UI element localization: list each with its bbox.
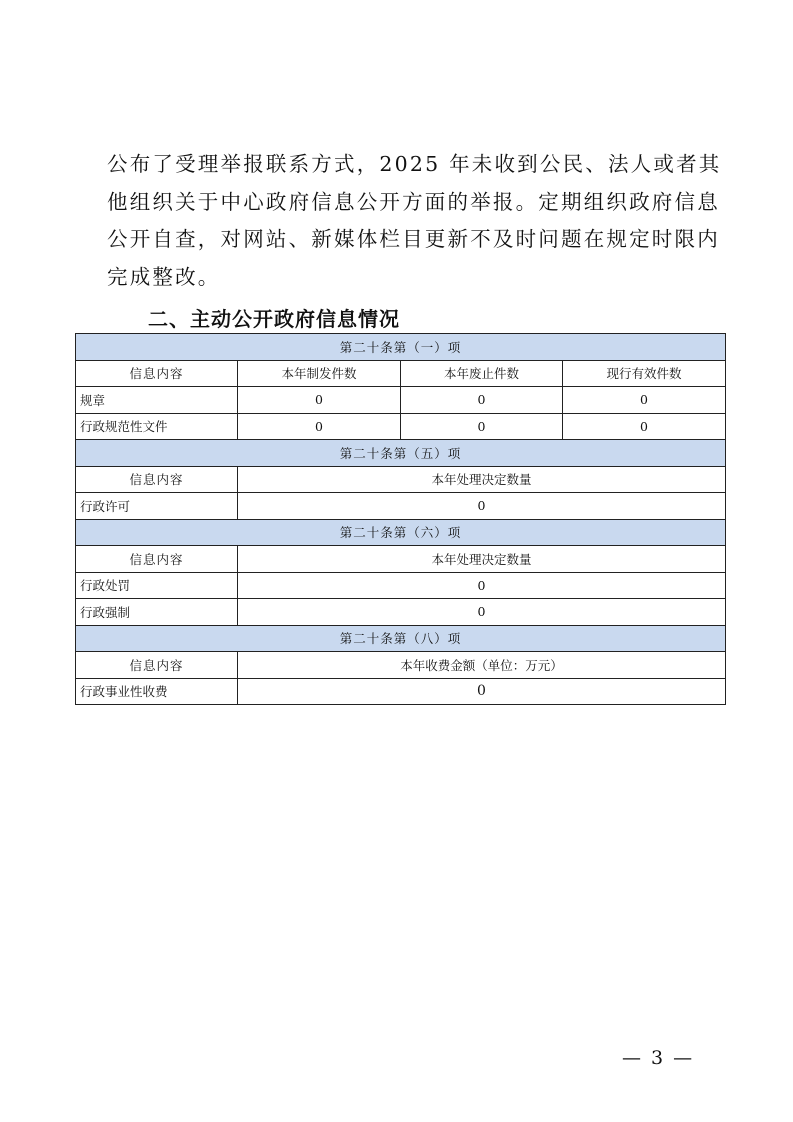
row-label: 行政强制: [76, 599, 238, 626]
section-title-article-20-1: 第二十条第（一）项: [76, 334, 726, 361]
table-row: [76, 572, 726, 599]
row-label: 行政处罚: [76, 572, 238, 599]
section-header-row: [76, 440, 726, 467]
table-row: [76, 493, 726, 520]
column-header: 本年处理决定数量: [238, 546, 726, 573]
body-paragraph: [107, 146, 722, 296]
column-header-row: [76, 652, 726, 679]
section-title-article-20-6: 第二十条第（六）项: [76, 519, 726, 546]
column-header: 现行有效件数: [563, 360, 726, 387]
table-row: [76, 678, 726, 705]
row-label: 规章: [76, 387, 238, 414]
column-header: 本年处理决定数量: [238, 466, 726, 493]
column-header: 本年收费金额（单位：万元）: [238, 652, 726, 679]
cell-value: 0: [238, 572, 726, 599]
paragraph-line: 他组织关于中心政府信息公开方面的举报。定期组织政府信息: [107, 189, 720, 214]
paragraph-line: 完成整改。: [107, 264, 221, 289]
column-header: 本年制发件数: [238, 360, 401, 387]
cell-value: 0: [238, 413, 401, 440]
section-header-row: [76, 519, 726, 546]
column-header-row: [76, 360, 726, 387]
column-header-row: [76, 546, 726, 573]
section-title-article-20-5: 第二十条第（五）项: [76, 440, 726, 467]
table-row: [76, 387, 726, 414]
column-header: 信息内容: [76, 466, 238, 493]
paragraph-line: 公开自查，对网站、新媒体栏目更新不及时问题在规定时限内: [107, 227, 720, 251]
cell-value: 0: [238, 678, 726, 705]
section-heading: 二、主动公开政府信息情况: [148, 307, 400, 331]
cell-value: 0: [563, 413, 726, 440]
page-number: — 3 —: [622, 1047, 695, 1069]
cell-value: 0: [401, 387, 563, 414]
cell-value: 0: [238, 599, 726, 626]
paragraph-line: 公布了受理举报联系方式，2025 年未收到公民、法人或者其: [107, 152, 722, 176]
section-header-row: [76, 334, 726, 361]
cell-value: 0: [238, 493, 726, 520]
cell-value: 0: [401, 413, 563, 440]
disclosure-table: [75, 333, 726, 705]
column-header: 信息内容: [76, 546, 238, 573]
cell-value: 0: [563, 387, 726, 414]
row-label: 行政规范性文件: [76, 413, 238, 440]
table-row: [76, 599, 726, 626]
cell-value: 0: [238, 387, 401, 414]
table-row: [76, 413, 726, 440]
section-title-article-20-8: 第二十条第（八）项: [76, 625, 726, 652]
section-header-row: [76, 625, 726, 652]
row-label: 行政许可: [76, 493, 238, 520]
column-header: 信息内容: [76, 360, 238, 387]
column-header: 信息内容: [76, 652, 238, 679]
column-header: 本年废止件数: [401, 360, 563, 387]
row-label: 行政事业性收费: [76, 678, 238, 705]
column-header-row: [76, 466, 726, 493]
